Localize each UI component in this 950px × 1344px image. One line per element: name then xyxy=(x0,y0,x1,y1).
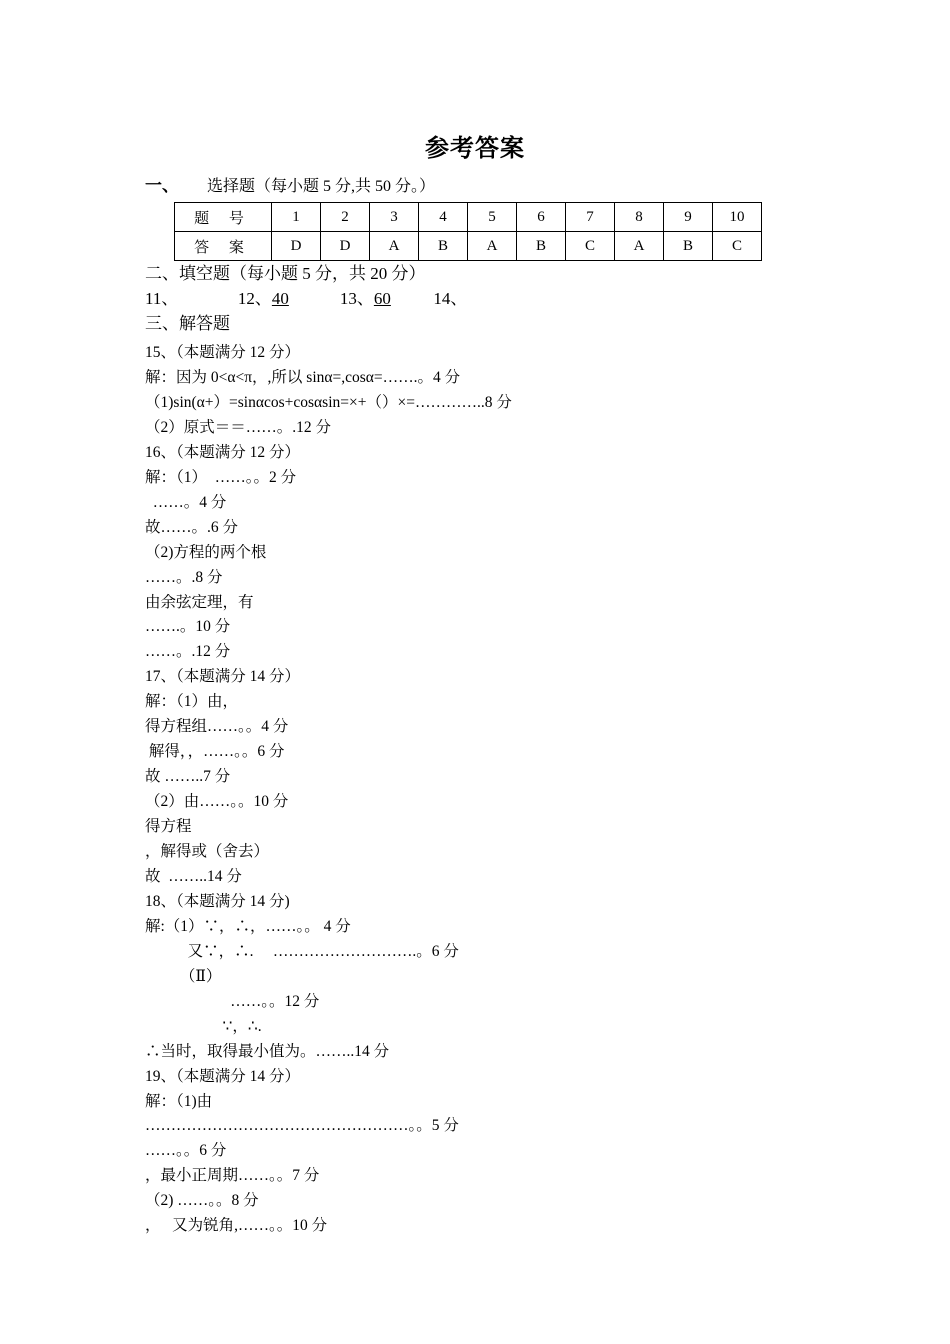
solution-line: ∵，∴. xyxy=(145,1017,262,1035)
table-cell: B xyxy=(664,232,713,261)
solution-line: （1)sin(α+）=sinαcos+cosαsin=×+（）×=…………..8 分 xyxy=(145,393,512,411)
table-cell: A xyxy=(468,232,517,261)
q12-answer: 40 xyxy=(271,289,289,308)
q12-label: 12、 xyxy=(237,289,272,308)
solution-line: 解：（1）由， xyxy=(145,693,239,711)
section-1-text: 选择题（每小题 5 分,共 50 分。） xyxy=(207,178,436,195)
table-cell: B xyxy=(419,232,468,261)
table-cell: 1 xyxy=(272,203,321,232)
solution-line: 得方程组……。。4 分 xyxy=(145,718,289,736)
solution-line: 解:（1）∵，∴，……。。 4 分 xyxy=(145,917,351,935)
solution-line: （2)方程的两个根 xyxy=(145,543,267,561)
section-1-number: 一、 xyxy=(145,176,179,195)
solution-line: ∴当时，取得最小值为。……..14 分 xyxy=(145,1042,390,1060)
solution-line: ……。。12 分 xyxy=(145,992,320,1010)
solution-line: ……。4 分 xyxy=(145,493,227,511)
solution-line: （Ⅱ） xyxy=(145,967,222,985)
table-cell: D xyxy=(321,232,370,261)
solution-line: 解：（1） ……。。2 分 xyxy=(145,468,297,486)
answer-table xyxy=(174,202,762,261)
solution-line: 16、（本题满分 12 分） xyxy=(145,443,301,461)
section-2-heading: 二、填空题（每小题 5 分，共 20 分） xyxy=(145,264,426,283)
q11-label: 11、 xyxy=(145,289,179,308)
solution-line: 解得，，……。。6 分 xyxy=(145,743,285,761)
solution-line: （2）原式＝＝……。.12 分 xyxy=(145,418,332,436)
table-cell: 2 xyxy=(321,203,370,232)
table-cell: 8 xyxy=(615,203,664,232)
solution-line: 故 ……..14 分 xyxy=(145,867,242,885)
section-3-heading: 三、解答题 xyxy=(145,314,230,333)
table-cell: 6 xyxy=(517,203,566,232)
solution-line: 解：（1)由 xyxy=(145,1092,213,1110)
table-cell: B xyxy=(517,232,566,261)
table-cell: C xyxy=(566,232,615,261)
q13-answer: 60 xyxy=(373,289,391,308)
solution-line: ……。.12 分 xyxy=(145,643,231,661)
solution-line: 解：因为 0<α<π，,所以 sinα=,cosα=…….。4 分 xyxy=(145,368,461,386)
table-cell: D xyxy=(272,232,321,261)
table-cell: 7 xyxy=(566,203,615,232)
solution-line: 19、（本题满分 14 分） xyxy=(145,1067,301,1085)
page-title: 参考答案 xyxy=(425,136,525,162)
solution-line: 故……。.6 分 xyxy=(145,518,239,536)
table-header-answer: 答 案 xyxy=(175,232,272,261)
table-row-numbers xyxy=(175,203,762,232)
table-cell: 5 xyxy=(468,203,517,232)
solution-line: ，解得或（舍去） xyxy=(145,843,270,860)
solution-line: 由余弦定理，有 xyxy=(145,593,254,611)
table-cell: A xyxy=(615,232,664,261)
table-cell: 3 xyxy=(370,203,419,232)
table-header-number: 题 号 xyxy=(175,203,272,232)
solution-line: 又∵，∴. ……………………….。6 分 xyxy=(145,942,459,960)
solution-line: 15、（本题满分 12 分） xyxy=(145,344,301,361)
solution-line: ……。。6 分 xyxy=(145,1142,227,1160)
table-cell: A xyxy=(370,232,419,261)
solution-line: 得方程 xyxy=(145,818,192,836)
q13-label: 13、 xyxy=(339,289,374,308)
table-cell: 10 xyxy=(713,203,762,232)
solution-line: ……………………………………………。。5 分 xyxy=(145,1117,459,1135)
solution-line: …….。10 分 xyxy=(145,618,231,636)
table-cell: C xyxy=(713,232,762,261)
solution-line: （2) ……。。8 分 xyxy=(145,1192,259,1210)
solution-line: ，最小正周期……。。7 分 xyxy=(145,1167,320,1185)
table-cell: 4 xyxy=(419,203,468,232)
solution-line: 18、（本题满分 14 分) xyxy=(145,892,290,910)
section-1-heading xyxy=(145,171,435,196)
solution-line: ……。.8 分 xyxy=(145,568,223,586)
solution-line: 故 ……..7 分 xyxy=(145,768,231,786)
q14-label: 14、 xyxy=(433,289,468,308)
table-cell: 9 xyxy=(664,203,713,232)
fill-in-answers xyxy=(145,289,467,309)
solution-line: ， 又为锐角,……。。10 分 xyxy=(145,1217,328,1235)
table-row-answers xyxy=(175,232,762,261)
solution-line: （2）由……。。10 分 xyxy=(145,793,289,811)
solution-line: 17、（本题满分 14 分） xyxy=(145,668,301,686)
